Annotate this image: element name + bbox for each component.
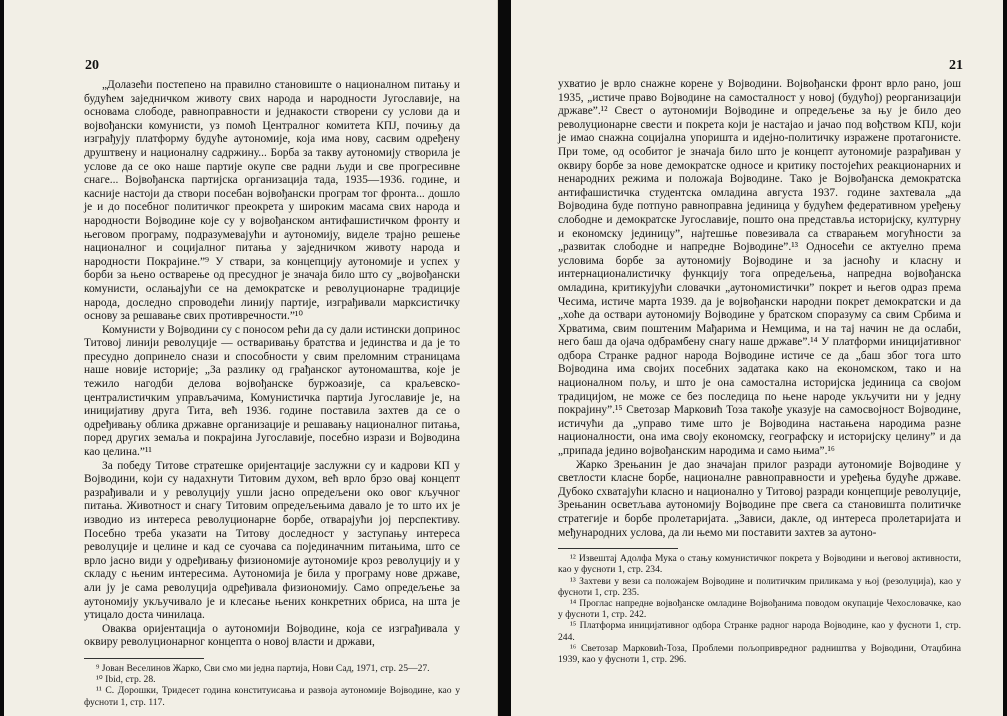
page-number-left: 20 [85,58,99,73]
paragraph: За победу Титове стратешке оријентације заслужни су и кадрови КП у Војводини, који су надахнути Титовим духом, већ врло брзо овај концепт разрађивали и у револуцију ушли јасно опредељени око овог кључног питања. Животност и снагу Титовим опредељењима давало је то што их је изводио из интереса револуционарне борбе, отварајући јој перспективу. Посебно треба указати на Титову доследност у заступању интереса револуције и целине и кад се суочава са појединачним питањима, што се врло јасно види у одређивању физиономије аутономије кроз револуцију и у складу с њеним интересима. Аутономија је била у програму нове државе, али ју је сама револуција одређивала физиономију. Само опредељење за аутономију укључивало је и клесање њених конкретних обриса, на шта је утицало доста чинилаца. [84,459,460,622]
footnote: ¹¹ С. Дорошки, Тридесет година конституисања и развоја аутономије Војводине, као у фусноти 1, стр. 117. [84,685,460,708]
footnote: ¹⁰ Ibid, стр. 28. [96,674,156,686]
footnote-rule [558,548,678,549]
page-number-right: 21 [949,58,963,73]
footnote: ⁹ Јован Веселинов Жарко, Сви смо ми једна партија, Нови Сад, 1971, стр. 25—27. [96,662,430,674]
footnote: ¹² Извештај Адолфа Мука о стању комунистичког покрета у Војводини и његовој активности, као у фусноти 1, стр. 234. [558,553,961,576]
footnote-rule [84,658,204,659]
paragraph: „Долазећи постепено на правилно становиште о националном питању и будућем заједничком животу свих народа и народности Југославије, на основама слободе, равноправности и једнакости створени су услови да и војвођански комунисти, уз помоћ Централног комитета КПЈ, почињу да изграђују платформу будуће аутономије, која има нову, сасвим одређену друштвену и националну садржину... Борба за такву аутономију створила је услове да се око наше партије окупе све радни људи и све прогресивне снаге... Војвођанска партијска организација тада, 1935—1936. године, и касније настоји да створи посебан војвођански програм тог фронта... дошло је и до посебног политичког преокрета у широким масама свих народа и народности Војводине које су у војвођанском антифашистичком фронту и његовом програму, подразумевајући и аутономију, виделе трајно решење националног и социјалног питања у заједничком животу народа и народности Покрајине.”⁹ У ствари, за концепцију аутономије и успех у борби за њено остварење од пресудног је значаја било што су „војвођански комунисти, ослањајући се на демократске и револуционарне традиције народа, доследно спроводећи линију партије, изграђивали марксистичку основу за решавање свих противречности.”¹⁰ [84,79,460,323]
left-page-body [84,79,460,708]
footnote: ¹³ Захтеви у вези са положајем Војводине и политичким приликама у њој (резолуција), као у фусноти 1, стр. 235. [558,575,961,598]
footnote: ¹⁴ Проглас напредне војвођанске омладине Војвођанима поводом окупације Чехословачке, као у фусноти 1, стр. 242. [558,598,961,621]
left-page [4,0,498,716]
paragraph: ухватио је врло снажне корене у Војводини. Војвођански фронт врло рано, још 1935, „истиче право Војводине на самосталност у новој (будућој) реорганизацији државе”.¹² Свест о аутономији Војводине и опредељење за њу је било део револуционарне свести и покрета који је настајао и јачао под вођством КПЈ, који је имао снажна социјална упоришта и идејно-политичку изражене протагонисте. При томе, од особитог је значаја било што је концепт аутономије разрађиван у оквиру борбе за нове демократске односе и критику постојећих реакционарних и ненародних режима и положаја Војводине. Тако је Војвођанска демократска антифашистичка студентска омладина августа 1937. године захтевала „да Војводина буде потпуно равноправна јединица у будућем федеративном уређењу слободне и демократске Југославије, пошто она представља историјску, културну и економску јединицу”, најтешње повезивала са стварањем могућности за „развитак слободне и напредне Војводине”.¹³ Односећи се актуелно према условима борбе за аутономију Војводине и за јасноћу и класну и интернационалистичку функцију тога опредељења, напредна војвођанска омладина, критикујући словачки „аутономистички” покрет и његов одраз према Чесима, истиче марта 1939. да је војвођански народни покрет демократски и да „хоће да оствари аутономију Војводине у братском споразуму са свим Србима и Хрватима, свим поштеним Мађарима и Немцима, и на тај начин не да ослаби, него баш да ојача одбрамбену снагу наше државе”.¹⁴ У платформи иницијативног одбора Странке радног народа Војводине истиче се да „баш због тога што Војводина има својих посебних задатака како на економском, тако и на националном пољу, и што је она самостална историјска јединица са својом традицијом, не може се без последица по њене народе укључити ни у једну покрајину”.¹⁵ Светозар Марковић Тоза такође указује на самосвојност Војводине, истичући да „управо тиме што је Војводина настањена народима разне националности, она има своју економску, географску и историјску целину” и да „припада једино војвођанским народима и само њима”.¹⁶ [558,78,961,458]
footnote: ¹⁶ Светозар Марковић-Тоза, Проблеми пољопривредног радништва у Војводини, Отаџбина 1939, као у фусноти 1, стр. 296. [558,642,961,666]
right-page [511,0,1003,716]
paragraph: Комунисти у Војводини су с поносом рећи да су дали истински допринос Титовој линији револуције — остваривању братства и јединства и да је то пресудно допринело снази и способности у свим преломним страницама наше новије историје; „За разлику од грађанског аутономаштва, које је тежило нагодби делова војвођанске буржоазије, са краљевско-централистичким управљачима, Комунистичка партија Југославије је, на иницијативу друга Тита, већ 1936. године поставила захтев да се о одређивању облика државне организације и решавању националног питања, поред других земаља и покрајина Југославије, посебно изрази и Војводина као целина.”¹¹ [84,323,460,459]
footnotes-right [558,553,961,665]
paragraph: Оваква оријентација о аутономији Војводине, која се изграђивала у оквиру револуционарног концепта о новој власти и држави, [84,622,460,649]
footnote: ¹⁵ Платформа иницијативног одбора Странке радног народа Војводине, као у фусноти 1, стр. 244. [558,620,961,643]
right-page-body [558,78,961,665]
footnotes-left [84,663,460,708]
paragraph: Жарко Зрењанин је дао значајан прилог разради аутономије Војводине у светлости класне борбе, националне равноправности и уређења будуће државе. Дубоко схватајући класно и национално у Титовој разради концепције револуције, Зрењанин осветљава аутономију Војводине пре свега са становишта политичке стратегије и борбе пролетаријата. „Зависи, дакле, од интереса пролетаријата и међународних услова, да ли њемо ми поставити захтев за аутоно- [558,458,961,539]
